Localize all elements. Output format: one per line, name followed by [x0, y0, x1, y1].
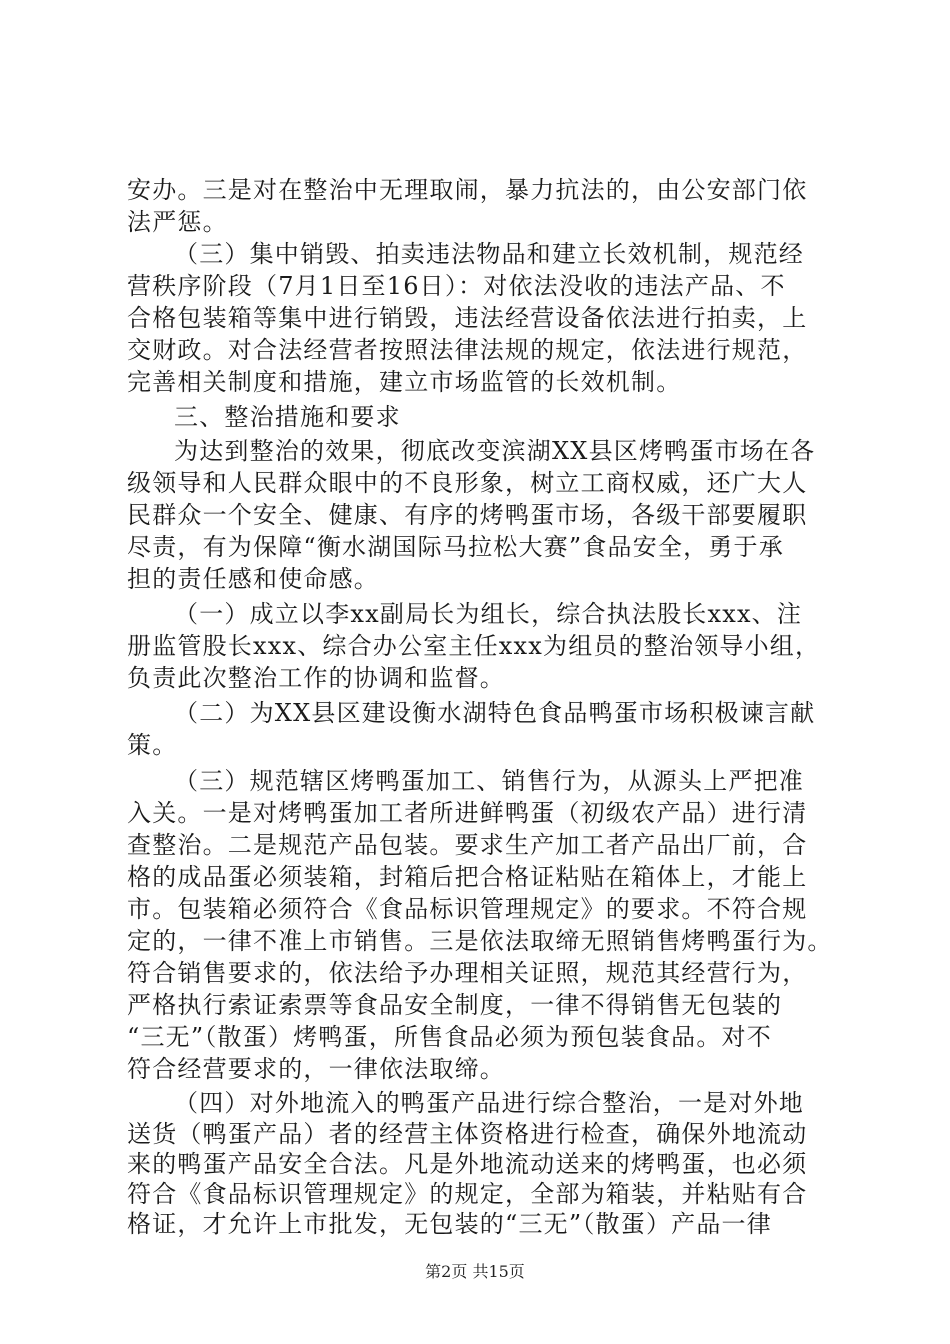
text-line: 民群众一个安全、健康、有序的烤鸭蛋市场，各级干部要履职 — [127, 501, 808, 529]
text-line: 符合经营要求的，一律依法取缔。 — [127, 1055, 505, 1083]
text-line: （三）规范辖区烤鸭蛋加工、销售行为，从源头上严把准 — [174, 767, 804, 795]
text-line: 符合销售要求的，依法给予办理相关证照，规范其经营行为， — [127, 959, 808, 987]
text-line: 入关。一是对烤鸭蛋加工者所进鲜鸭蛋（初级农产品）进行清 — [127, 799, 808, 827]
text-line: （一）成立以李xx副局长为组长，综合执法股长xxx、注 — [174, 600, 803, 628]
text-line: 级领导和人民群众眼中的不良形象，树立工商权威，还广大人 — [127, 469, 808, 497]
text-line: 营秩序阶段（7月1日至16日）：对依法没收的违法产品、不 — [127, 272, 786, 300]
text-line: 符合《食品标识管理规定》的规定，全部为箱装，并粘贴有合 — [127, 1180, 808, 1208]
text-line: 负责此次整治工作的协调和监督。 — [127, 664, 505, 692]
text-line: 严格执行索证索票等食品安全制度，一律不得销售无包装的 — [127, 991, 783, 1019]
text-line: （四）对外地流入的鸭蛋产品进行综合整治，一是对外地 — [174, 1089, 804, 1117]
text-line: （三）集中销毁、拍卖违法物品和建立长效机制，规范经 — [174, 240, 804, 268]
section-heading: 三、整治措施和要求 — [174, 403, 401, 431]
text-line: 交财政。对合法经营者按照法律法规的规定，依法进行规范， — [127, 336, 808, 364]
text-line: 完善相关制度和措施，建立市场监管的长效机制。 — [127, 368, 682, 396]
text-line: 格的成品蛋必须装箱，封箱后把合格证粘贴在箱体上，才能上 — [127, 863, 808, 891]
text-line: 为达到整治的效果，彻底改变滨湖XX县区烤鸭蛋市场在各 — [174, 437, 816, 465]
text-line: 策。 — [127, 731, 178, 759]
text-line: 市。包装箱必须符合《食品标识管理规定》的要求。不符合规 — [127, 895, 808, 923]
text-line: 送货（鸭蛋产品）者的经营主体资格进行检查，确保外地流动 — [127, 1120, 808, 1148]
text-line-last: 格证，才允许上市批发，无包装的“三无”（散蛋）产品一律 — [127, 1210, 772, 1238]
text-line: “三无”（散蛋）烤鸭蛋，所售食品必须为预包装食品。对不 — [127, 1023, 772, 1051]
text-line: 查整治。二是规范产品包装。要求生产加工者产品出厂前，合 — [127, 831, 808, 859]
text-line: 册监管股长xxx、综合办公室主任xxx为组员的整治领导小组， — [127, 632, 821, 660]
text-line: 担的责任感和使命感。 — [127, 565, 379, 593]
text-line: 尽责，有为保障“衡水湖国际马拉松大赛”食品安全，勇于承 — [127, 533, 784, 561]
text-line: 来的鸭蛋产品安全合法。凡是外地流动送来的烤鸭蛋，也必须 — [127, 1150, 808, 1178]
text-line: （二）为XX县区建设衡水湖特色食品鸭蛋市场积极谏言献 — [174, 699, 816, 727]
text-line: 安办。三是对在整治中无理取闹，暴力抗法的，由公安部门依 — [127, 176, 808, 204]
text-line: 合格包装箱等集中进行销毁，违法经营设备依法进行拍卖，上 — [127, 304, 808, 332]
page-number-footer: 第2页 共15页 — [425, 1262, 525, 1281]
text-line: 法严惩。 — [127, 208, 228, 236]
text-line: 定的，一律不准上市销售。三是依法取缔无照销售烤鸭蛋行为。 — [127, 927, 833, 955]
